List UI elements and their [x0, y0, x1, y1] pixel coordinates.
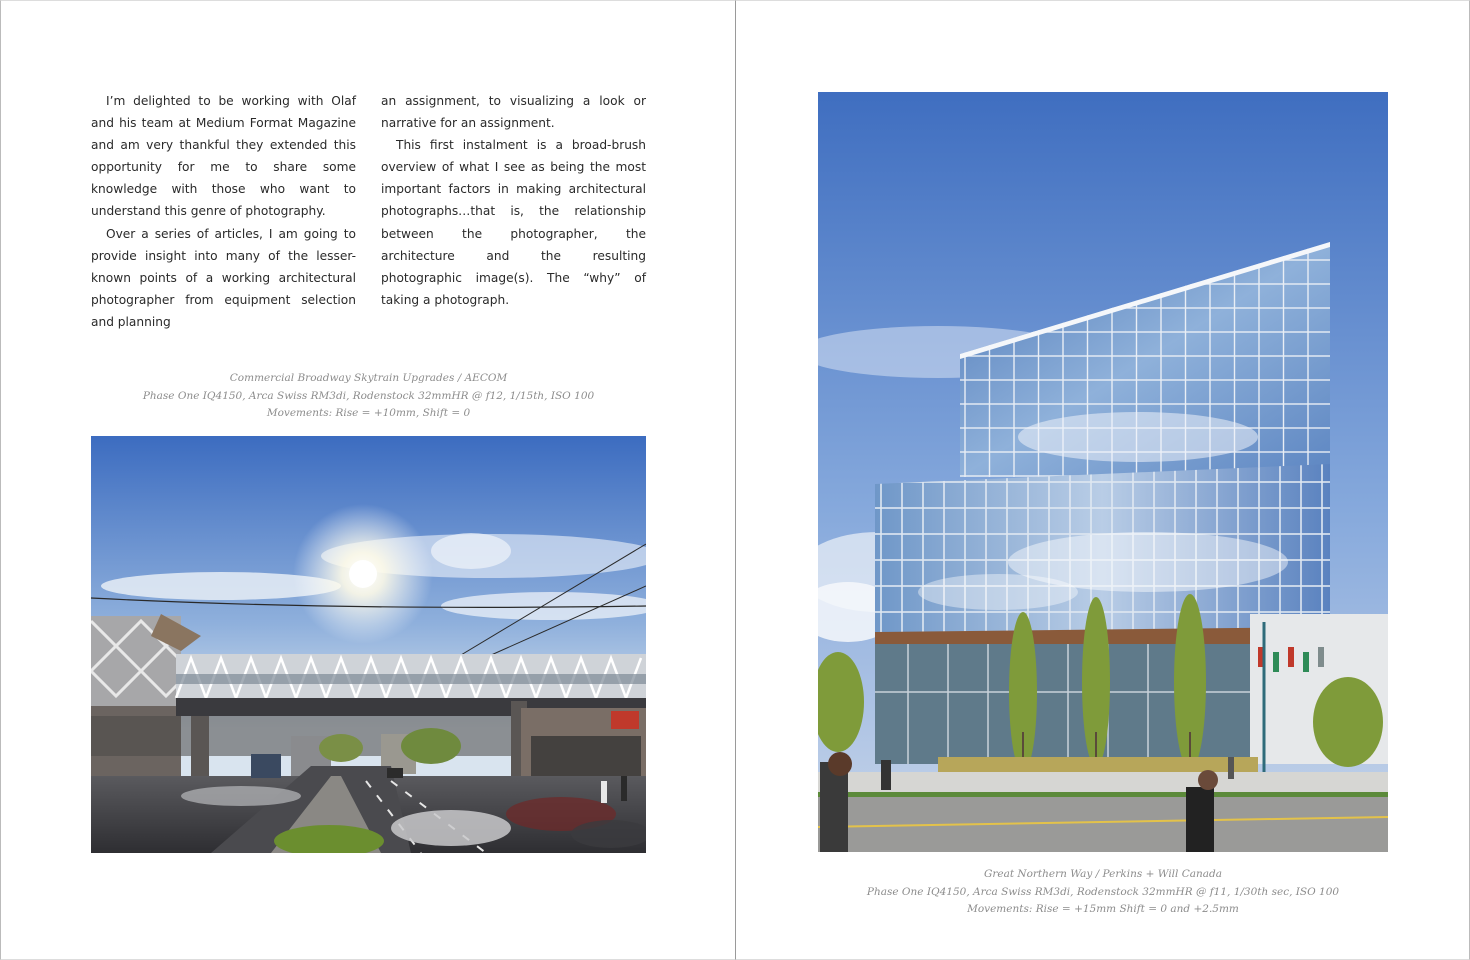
glass-office-building-photo — [818, 92, 1388, 852]
paragraph: This first instalment is a broad-brush overview of what I see as being the most important factors in making architectural photographs…that is, the relationship between the photographer, the architecture and the resulting photographic image(s). The “why” of taking a photograph. — [381, 138, 646, 307]
skytrain-station-photo — [91, 436, 646, 853]
paragraph: I’m delighted to be working with Olaf and his team at Medium Format Magazine and am very thankful they extended this opportunity for me to share some knowledge with those who want to understand this genre of photography. — [91, 94, 356, 219]
photo-caption-left — [91, 370, 646, 423]
paragraph: Over a series of articles, I am going to provide insight into many of the lesser-known points of a working architectural photographer from equipment selection and planning — [91, 226, 356, 329]
caption-settings: Phase One IQ4150, Arca Swiss RM3di, Rodenstock 32mmHR @ f12, 1/15th, ISO 100 — [142, 389, 595, 402]
caption-movements: Movements: Rise = +15mm Shift = 0 and +2.5mm — [967, 903, 1239, 915]
text-column-2 — [381, 90, 646, 311]
caption-movements: Movements: Rise = +10mm, Shift = 0 — [266, 407, 471, 419]
text-column-1 — [91, 90, 356, 333]
paragraph: an assignment, to visualizing a look or narrative for an assignment. — [381, 94, 646, 131]
caption-title: Great Northern Way / Perkins + Will Canada — [983, 868, 1223, 880]
caption-title: Commercial Broadway Skytrain Upgrades / AECOM — [229, 372, 508, 384]
photo-caption-right — [818, 866, 1388, 919]
caption-settings: Phase One IQ4150, Arca Swiss RM3di, Rodenstock 32mmHR @ f11, 1/30th sec, ISO 100 — [866, 885, 1340, 898]
